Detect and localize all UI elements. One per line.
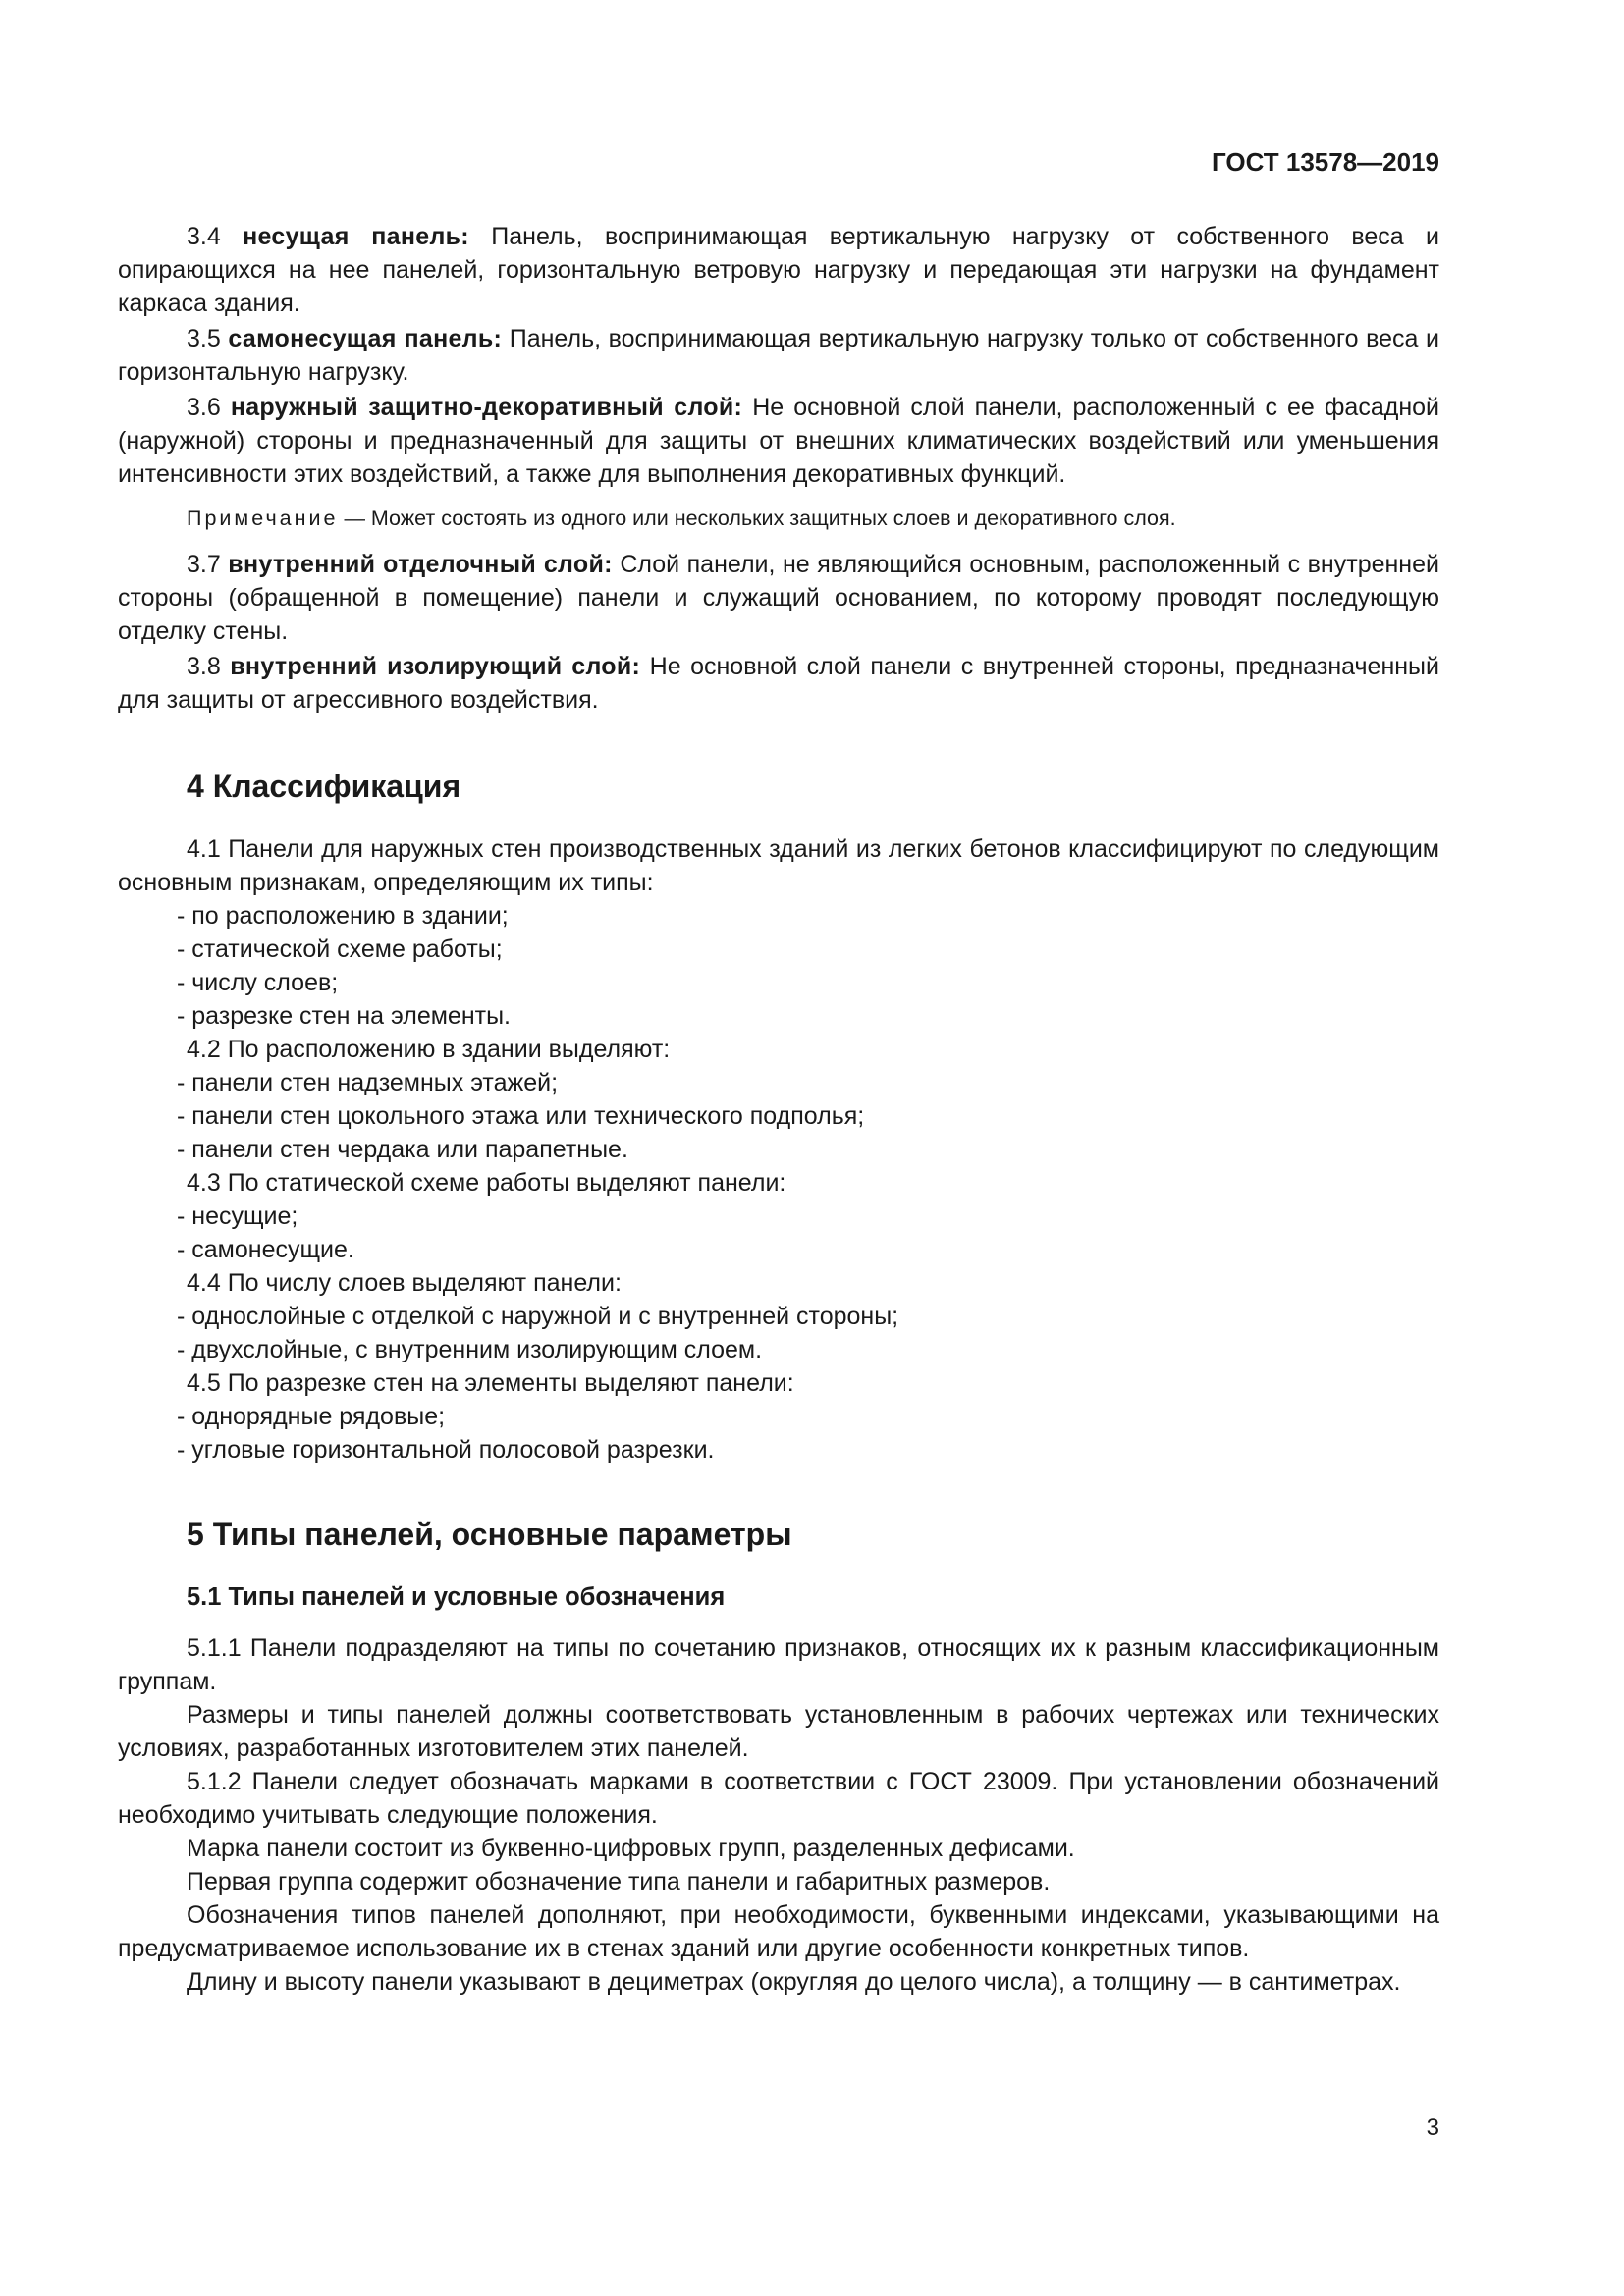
definition <box>118 322 1439 389</box>
section-4-body <box>118 832 1439 1467</box>
list-item: - двухслойные, с внутренним изолирующим слоем. <box>177 1336 763 1363</box>
definition-term: самонесущая панель: <box>228 325 503 352</box>
section-heading: 5 Типы панелей, основные параметры <box>187 1517 792 1552</box>
list-item: - однорядные рядовые; <box>177 1403 446 1430</box>
definition-text: Панель, воспринимающая вертикальную нагрузку от собственного веса и опирающихся на нее панелей, горизонтальную ветровую нагрузку и передающая эти нагрузки на фундамент каркаса здания. <box>118 223 1440 317</box>
list-item: - по расположению в здании; <box>177 902 509 930</box>
definition-number: 3.5 <box>187 325 221 352</box>
paragraph: Первая группа содержит обозначение типа панели и габаритных размеров. <box>187 1868 1051 1896</box>
definition <box>118 548 1439 648</box>
definition-number: 3.8 <box>187 653 221 680</box>
list-item: - однослойные с отделкой с наружной и с внутренней стороны; <box>177 1303 899 1330</box>
note-label: Примечание <box>187 507 339 530</box>
paragraph: 5.1.1 Панели подразделяют на типы по сочетанию признаков, относящих их к разным классификационным группам. <box>118 1634 1439 1695</box>
list-item: - панели стен цокольного этажа или технического подполья; <box>177 1102 865 1130</box>
definition-text: Панель, воспринимающая вертикальную нагрузку только от собственного веса и горизонтальную нагрузку. <box>118 325 1439 386</box>
section-heading: 4 Классификация <box>187 769 461 804</box>
note <box>118 503 1439 534</box>
definition-term: наружный защитно-декоративный слой: <box>230 394 743 421</box>
list-item: - разрезке стен на элементы. <box>177 1002 511 1030</box>
paragraph: 5.1.2 Панели следует обозначать марками в соответствии с ГОСТ 23009. При установлении обозначений необходимо учитывать следующие положения. <box>118 1768 1439 1829</box>
paragraph: Длину и высоту панели указывают в дециметрах (округляя до целого числа), а толщину — в сантиметрах. <box>187 1968 1401 1996</box>
definition <box>118 650 1439 717</box>
paragraph: 4.3 По статической схеме работы выделяют панели: <box>187 1169 786 1197</box>
document-code: ГОСТ 13578—2019 <box>1212 147 1439 177</box>
definition-text: Не основной слой панели с внутренней стороны, предназначенный для защиты от агрессивного воздействия. <box>118 653 1439 714</box>
paragraph: 4.5 По разрезке стен на элементы выделяют панели: <box>187 1369 794 1397</box>
paragraph: 4.2 По расположению в здании выделяют: <box>187 1036 671 1063</box>
definition <box>118 220 1439 320</box>
note-text: — Может состоять из одного или нескольких защитных слоев и декоративного слоя. <box>344 507 1176 530</box>
list-item: - угловые горизонтальной полосовой разрезки. <box>177 1436 715 1464</box>
list-item: - панели стен чердака или парапетные. <box>177 1136 628 1163</box>
definition-text: Не основной слой панели, расположенный с ее фасадной (наружной) стороны и предназначенный для защиты от внешних климатических воздействий или уменьшения интенсивности этих воздействий, а также для выполнения декоративных функций. <box>118 394 1440 488</box>
definition-number: 3.4 <box>187 223 221 250</box>
page-content <box>118 220 1439 1999</box>
paragraph: 4.4 По числу слоев выделяют панели: <box>187 1269 622 1297</box>
list-item: - самонесущие. <box>177 1236 354 1263</box>
page-number: 3 <box>1426 2114 1439 2141</box>
definition <box>118 391 1439 491</box>
definition-number: 3.7 <box>187 551 221 578</box>
list-item: - несущие; <box>177 1202 298 1230</box>
definition-text: Слой панели, не являющийся основным, расположенный с внутренней стороны (обращенной в помещение) панели и служащий основанием, по которому проводят последующую отделку стены. <box>118 551 1439 645</box>
definition-term: внутренний изолирующий слой: <box>230 653 641 680</box>
list-item: - панели стен надземных этажей; <box>177 1069 559 1096</box>
definition-number: 3.6 <box>187 394 221 421</box>
paragraph: Размеры и типы панелей должны соответствовать установленным в рабочих чертежах или технических условиях, разработанных изготовителем этих панелей. <box>118 1701 1439 1762</box>
paragraph: Марка панели состоит из буквенно-цифровых групп, разделенных дефисами. <box>187 1835 1075 1862</box>
paragraph: Обозначения типов панелей дополняют, при необходимости, буквенными индексами, указывающими на предусматриваемое использование их в стенах зданий или другие особенности конкретных типов. <box>118 1901 1439 1962</box>
subsection-heading: 5.1 Типы панелей и условные обозначения <box>187 1583 726 1611</box>
list-item: - числу слоев; <box>177 969 339 996</box>
list-item: - статической схеме работы; <box>177 935 503 963</box>
definition-term: внутренний отделочный слой: <box>228 551 613 578</box>
definition-term: несущая панель: <box>243 223 469 250</box>
paragraph: 4.1 Панели для наружных стен производственных зданий из легких бетонов классифицируют по следующим основным признакам, определяющим их типы: <box>118 835 1439 896</box>
